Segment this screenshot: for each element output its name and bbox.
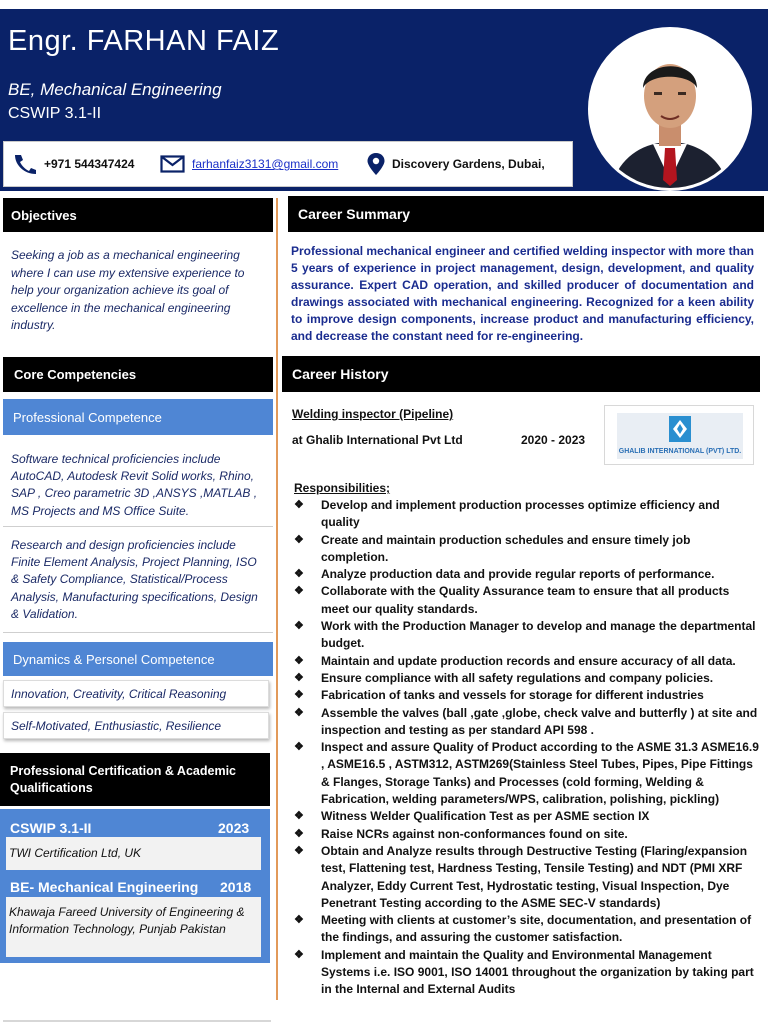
responsibility-text: Implement and maintain the Quality and Environmental Management Systems i.e. ISO 9001, ISO 14001 throughout the organization by taking part in the Internal and External Audits <box>321 947 754 997</box>
qualification-institution: TWI Certification Ltd, UK <box>6 837 261 870</box>
company-logo-image <box>617 413 743 459</box>
core-competencies-heading-label: Core Competencies <box>14 367 137 382</box>
responsibility-item <box>294 826 760 843</box>
candidate-degree: BE, Mechanical Engineering <box>8 80 222 99</box>
dynamics-item-label: Self-Motivated, Enthusiastic, Resilience <box>11 718 222 733</box>
location-contact <box>366 153 545 175</box>
responsibility-item <box>294 618 760 653</box>
diamond-bullet-icon: ❖ <box>294 620 304 633</box>
column-divider <box>276 198 278 1000</box>
responsibility-item <box>294 566 760 583</box>
diamond-bullet-icon: ❖ <box>294 844 304 857</box>
core-competencies-heading <box>3 357 273 392</box>
responsibility-text: Witness Welder Qualification Test as per ASME section IX <box>321 809 650 824</box>
professional-competence-label: Professional Competence <box>13 409 162 425</box>
responsibility-item <box>294 843 760 912</box>
research-proficiencies-text: Research and design proficiencies include Finite Element Analysis, Project Planning, ISO & Safety Compliance, Statistical/Process Analysis, Manufacturing specifications, Design & Validation. <box>11 538 258 621</box>
diamond-bullet-icon: ❖ <box>294 741 304 754</box>
contact-bar <box>3 141 573 187</box>
qualification-name: BE- Mechanical Engineering <box>10 879 199 895</box>
dynamics-item-label: Innovation, Creativity, Critical Reasoning <box>11 686 227 701</box>
objectives-heading <box>3 198 273 232</box>
separator-line <box>3 526 273 527</box>
diamond-bullet-icon: ❖ <box>294 533 304 546</box>
responsibility-item <box>294 687 760 704</box>
diamond-bullet-icon: ❖ <box>294 948 304 961</box>
responsibility-text: Ensure compliance with all safety regulations and company policies. <box>321 670 714 685</box>
bottom-rule <box>3 1020 271 1022</box>
diamond-bullet-icon: ❖ <box>294 671 304 684</box>
diamond-bullet-icon: ❖ <box>294 499 304 511</box>
responsibility-text: Develop and implement production processes optimize efficiency and quality <box>321 498 720 530</box>
responsibility-item <box>294 705 760 740</box>
separator-line <box>3 632 273 633</box>
responsibility-item <box>294 583 760 618</box>
dynamics-competence-label: Dynamics & Personel Competence <box>13 651 215 667</box>
responsibility-text: Raise NCRs against non-conformances found on site. <box>321 826 628 841</box>
diamond-bullet-icon: ❖ <box>294 706 304 719</box>
responsibility-item <box>294 670 760 687</box>
diamond-bullet-icon: ❖ <box>294 654 304 667</box>
responsibility-text: Inspect and assure Quality of Product according to the ASME 31.3 ASME16.9 , ASME16.5 , ASTM312, ASTM269(Stainless Steel Tubes, Pipes, Pipe Fittings & Flanges, Storage Tanks) and Processes (cold forming, Welding & Fabrication, welding parameters/WPS, calibration, polishing, pickling) <box>321 740 759 807</box>
career-summary-text: Professional mechanical engineer and certified welding inspector with more than 5 years of experience in project management, design, development, and quality assurance. Expert CAD operation, and skilled producer of documentation and drawings associated with mechanical engineering. Recognized for a keen ability to improve design components, increase product and manufacturing efficiency, and decrease the constant need for re-engineering. <box>291 244 754 344</box>
career-history-heading <box>282 356 760 392</box>
diamond-bullet-icon: ❖ <box>294 827 304 840</box>
diamond-bullet-icon: ❖ <box>294 914 304 927</box>
responsibilities-list <box>294 497 760 999</box>
dynamics-item <box>3 680 269 707</box>
qualification-institution: Khawaja Fareed University of Engineering & Information Technology, Punjab Pakistan <box>6 897 261 957</box>
job-role: Welding inspector (Pipeline) <box>292 407 454 421</box>
candidate-name: Engr. FARHAN FAIZ <box>8 25 280 57</box>
responsibility-text: Maintain and update production records and ensure accuracy of all data. <box>321 653 736 668</box>
company-logo-text: GHALIB INTERNATIONAL (PVT) LTD. <box>618 448 742 455</box>
responsibility-item <box>294 808 760 825</box>
responsibility-text: Fabrication of tanks and vessels for storage for different industries <box>321 688 704 703</box>
responsibility-text: Work with the Production Manager to develop and manage the departmental budget. <box>321 619 756 651</box>
career-summary-heading-label: Career Summary <box>298 206 411 222</box>
candidate-certification: CSWIP 3.1-II <box>8 105 102 122</box>
dynamics-item <box>3 712 269 739</box>
phone-icon <box>12 153 38 175</box>
phone-number: +971 544347424 <box>44 157 135 171</box>
responsibility-text: Create and maintain production schedules and ensure timely job completion. <box>321 532 691 564</box>
job-company: at Ghalib International Pvt Ltd <box>292 433 463 447</box>
qualification-name: CSWIP 3.1-II <box>10 820 92 836</box>
professional-competence-heading <box>3 399 273 435</box>
qualifications-heading-label: Professional Certification & Academic Qualifications <box>10 763 236 795</box>
responsibility-item <box>294 653 760 670</box>
responsibilities-heading: Responsibilities; <box>294 481 391 495</box>
responsibility-item <box>294 532 760 567</box>
responsibility-item <box>294 497 760 532</box>
company-logo <box>604 405 754 465</box>
location-pin-icon <box>366 152 386 176</box>
responsibility-item <box>294 739 760 808</box>
career-history-heading-label: Career History <box>292 366 389 382</box>
objectives-text: Seeking a job as a mechanical engineering where I can use my extensive experience to help your organization achieve its goal of excellence in the mechanical engineering industry. <box>11 248 245 332</box>
phone-contact[interactable] <box>12 153 134 175</box>
qualifications-heading <box>0 753 270 806</box>
responsibility-text: Meeting with clients at customer’s site, documentation, and presentation of the findings, and assuring the customer satisfaction. <box>321 913 752 945</box>
location-text: Discovery Gardens, Dubai, <box>392 157 545 171</box>
diamond-bullet-icon: ❖ <box>294 810 304 823</box>
dynamics-competence-heading <box>3 642 273 676</box>
responsibility-text: Assemble the valves (ball ,gate ,globe, check valve and butterfly ) at site and inspection and testing as per standard API 598 . <box>321 705 758 737</box>
profile-photo <box>588 27 752 191</box>
email-contact[interactable] <box>160 153 338 175</box>
responsibility-item <box>294 947 760 999</box>
diamond-bullet-icon: ❖ <box>294 568 304 581</box>
career-summary-heading <box>288 196 764 232</box>
envelope-icon <box>160 154 186 174</box>
job-period: 2020 - 2023 <box>521 433 586 447</box>
software-proficiencies-text: Software technical proficiencies include AutoCAD, Autodesk Revit Solid works, Rhino, SAP , Creo parametric 3D ,ANSYS ,MATLAB , MS Projects and MS Office Suite. <box>11 452 258 518</box>
responsibility-text: Obtain and Analyze results through Destructive Testing (Flaring/expansion test, Flattening test, Hardness Testing, Tensile Testing) and NDT (PMI XRF Analyzer, Eddy Current Test, Hydrostatic testing, Visual Inspection, Dye Penetrant Testing according to the ASME SEC-V standards) <box>321 843 748 910</box>
diamond-bullet-icon: ❖ <box>294 689 304 702</box>
qualification-year: 2018 <box>220 879 252 895</box>
qualifications-box <box>0 809 270 963</box>
diamond-bullet-icon: ❖ <box>294 585 304 598</box>
profile-portrait-image <box>591 30 749 188</box>
email-link[interactable]: farhanfaiz3131@gmail.com <box>192 157 339 171</box>
qualification-year: 2023 <box>218 820 250 836</box>
objectives-heading-label: Objectives <box>11 207 77 223</box>
responsibility-text: Analyze production data and provide regular reports of performance. <box>321 567 715 582</box>
responsibility-text: Collaborate with the Quality Assurance team to ensure that all products meet our quality standards. <box>321 584 730 616</box>
company-logo-mark <box>617 413 743 447</box>
responsibility-item <box>294 912 760 947</box>
